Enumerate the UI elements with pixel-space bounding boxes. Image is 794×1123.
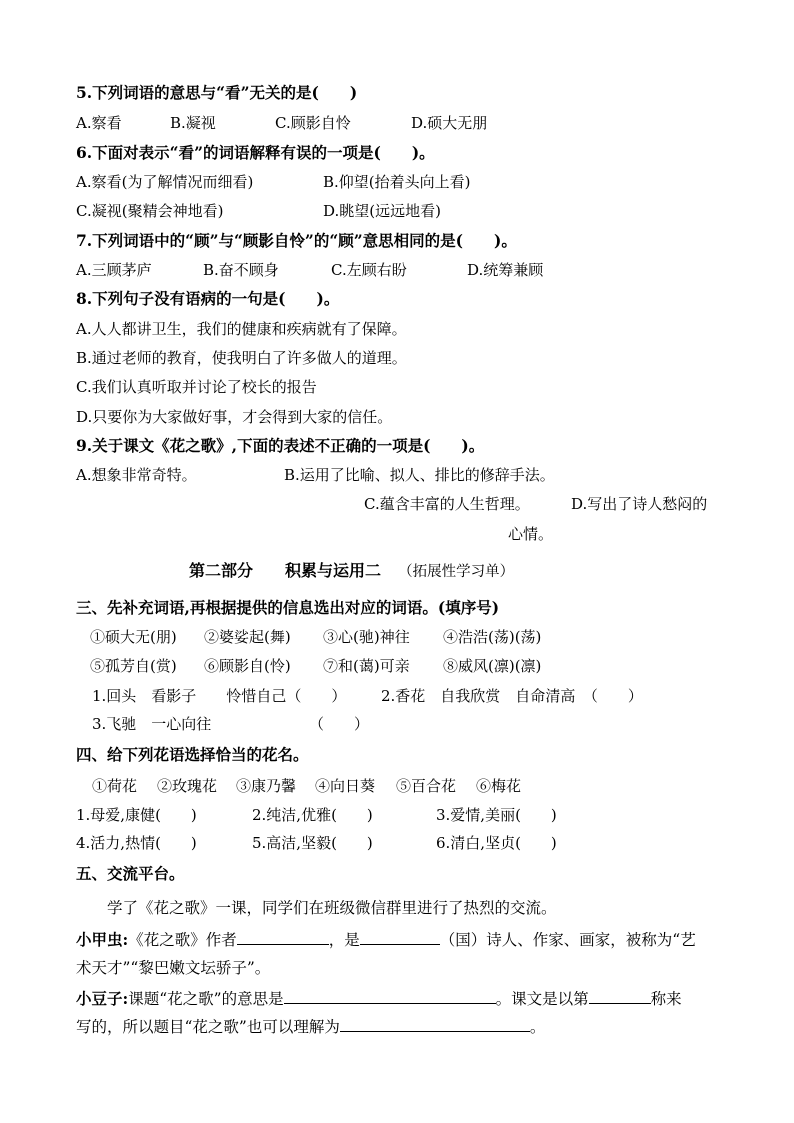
s5-xiaodouzi-text-c: 称来	[650, 990, 682, 1008]
s3-word-2: ②婆娑起(舞)	[204, 628, 291, 646]
q6-option-b: B.仰望(抬着头向上看)	[323, 173, 471, 191]
s4-flower-2: ②玫瑰花	[157, 777, 218, 795]
part2-title	[189, 561, 514, 582]
s3-word-4: ④浩浩(荡)(荡)	[443, 628, 542, 646]
s5-xiaodouzi-text-a: 课题“花之歌”的意思是	[128, 990, 284, 1008]
part2-title-text: 第二部分 积累与运用二	[189, 561, 382, 580]
title-meaning-blank[interactable]	[284, 988, 496, 1004]
q9-stem: 9.关于课文《花之歌》,下面的表述不正确的一项是( )。	[76, 436, 485, 455]
q9-option-d-continued: 心情。	[508, 525, 554, 543]
q7-stem: 7.下列词语中的“顾”与“顾影自怜”的“顾”意思相同的是( )。	[76, 231, 517, 250]
q6-stem: 6.下面对表示“看”的词语解释有误的一项是( )。	[76, 143, 435, 162]
s3-word-3: ③心(驰)神往	[323, 628, 410, 646]
s5-intro: 学了《花之歌》一课，同学们在班级微信群里进行了热烈的交流。	[107, 899, 557, 917]
q5-option-b: B.凝视	[170, 114, 216, 132]
s4-flower-1: ①荷花	[92, 777, 138, 795]
q7-option-b: B.奋不顾身	[203, 261, 279, 279]
s5-xiaodouzi-cont	[76, 1016, 545, 1037]
q8-option-c: C.我们认真听取并讨论了校长的报告	[76, 378, 317, 396]
country-blank[interactable]	[360, 929, 440, 945]
q6-option-c: C.凝视(聚精会神地看)	[76, 202, 224, 220]
s3-item-1: 1.回头 看影子 怜惜自己（ ）	[92, 687, 347, 705]
q6-option-d: D.眺望(远远地看)	[323, 202, 441, 220]
q9-option-a: A.想象非常奇特。	[76, 466, 197, 484]
s3-word-1: ①硕大无(朋)	[90, 628, 177, 646]
s5-xiaodouzi-text-b: 。课文是以第	[495, 990, 589, 1008]
s4-item-2: 2.纯洁,优雅( )	[252, 806, 373, 824]
q7-option-a: A.三顾茅庐	[76, 261, 152, 279]
s5-xiaojiachong-cont: 术天才”“黎巴嫩文坛骄子”。	[76, 959, 271, 977]
q5-option-c: C.顾影自怜	[275, 114, 351, 132]
s4-item-4: 4.活力,热情( )	[76, 834, 197, 852]
q8-option-b: B.通过老师的教育，使我明白了许多做人的道理。	[76, 349, 407, 367]
q8-option-d: D.只要你为大家做好事，才会得到大家的信任。	[76, 408, 393, 426]
s5-xiaojiachong-text-a: 《花之歌》作者	[128, 931, 237, 949]
person-blank[interactable]	[589, 988, 651, 1004]
q9-option-d: D.写出了诗人愁闷的	[571, 495, 708, 513]
author-blank[interactable]	[237, 929, 329, 945]
s4-flower-4: ④向日葵	[315, 777, 376, 795]
title-understanding-blank[interactable]	[340, 1016, 530, 1032]
s5-xiaojiachong-text-b: ，是	[328, 931, 360, 949]
section3-heading: 三、先补充词语,再根据提供的信息选出对应的词语。(填序号)	[76, 598, 500, 617]
s5-xiaodouzi-text-d: 写的，所以题目“花之歌”也可以理解为	[76, 1018, 340, 1036]
q5-option-a: A.察看	[76, 114, 122, 132]
s3-item-2: 2.香花 自我欣赏 自命清高 （ ）	[381, 687, 643, 705]
s5-xiaodouzi-name: 小豆子:	[76, 989, 129, 1008]
s3-word-5: ⑤孤芳自(赏)	[90, 657, 177, 675]
s5-xiaojiachong-line	[76, 929, 696, 950]
s4-item-5: 5.高洁,坚毅( )	[252, 834, 373, 852]
s4-flower-6: ⑥梅花	[476, 777, 522, 795]
q8-stem: 8.下列句子没有语病的一句是( )。	[76, 289, 340, 308]
s3-word-8: ⑧威风(凛)(凛)	[443, 657, 542, 675]
s4-flower-5: ⑤百合花	[396, 777, 457, 795]
q7-option-c: C.左顾右盼	[331, 261, 407, 279]
s3-word-7: ⑦和(蔼)可亲	[323, 657, 410, 675]
q9-option-c: C.蕴含丰富的人生哲理。	[364, 495, 530, 513]
s4-item-6: 6.清白,坚贞( )	[436, 834, 557, 852]
s4-item-3: 3.爱情,美丽( )	[436, 806, 557, 824]
q8-option-a: A.人人都讲卫生，我们的健康和疾病就有了保障。	[76, 320, 407, 338]
s5-xiaojiachong-text-c: （国）诗人、作家、画家，被称为“艺	[439, 931, 696, 949]
q5-option-d: D.硕大无朋	[411, 114, 488, 132]
s4-flower-3: ③康乃馨	[236, 777, 297, 795]
s5-xiaodouzi-line	[76, 988, 682, 1009]
q6-option-a: A.察看(为了解情况而细看)	[76, 173, 254, 191]
q5-stem: 5.下列词语的意思与“看”无关的是( )	[76, 83, 358, 102]
s3-word-6: ⑥顾影自(怜)	[204, 657, 291, 675]
s5-xiaodouzi-text-e: 。	[529, 1018, 546, 1036]
section4-heading: 四、给下列花语选择恰当的花名。	[76, 745, 309, 764]
s3-item-3: 3.飞驰 一心向往	[92, 715, 212, 733]
s3-item-3-answer: （ ）	[309, 715, 370, 733]
section5-heading: 五、交流平台。	[76, 864, 185, 883]
q9-option-b: B.运用了比喻、拟人、排比的修辞手法。	[284, 466, 555, 484]
s5-xiaojiachong-name: 小甲虫:	[76, 930, 129, 949]
s4-item-1: 1.母爱,康健( )	[76, 806, 197, 824]
part2-subtitle: （拓展性学习单）	[398, 564, 515, 580]
q7-option-d: D.统筹兼顾	[467, 261, 544, 279]
